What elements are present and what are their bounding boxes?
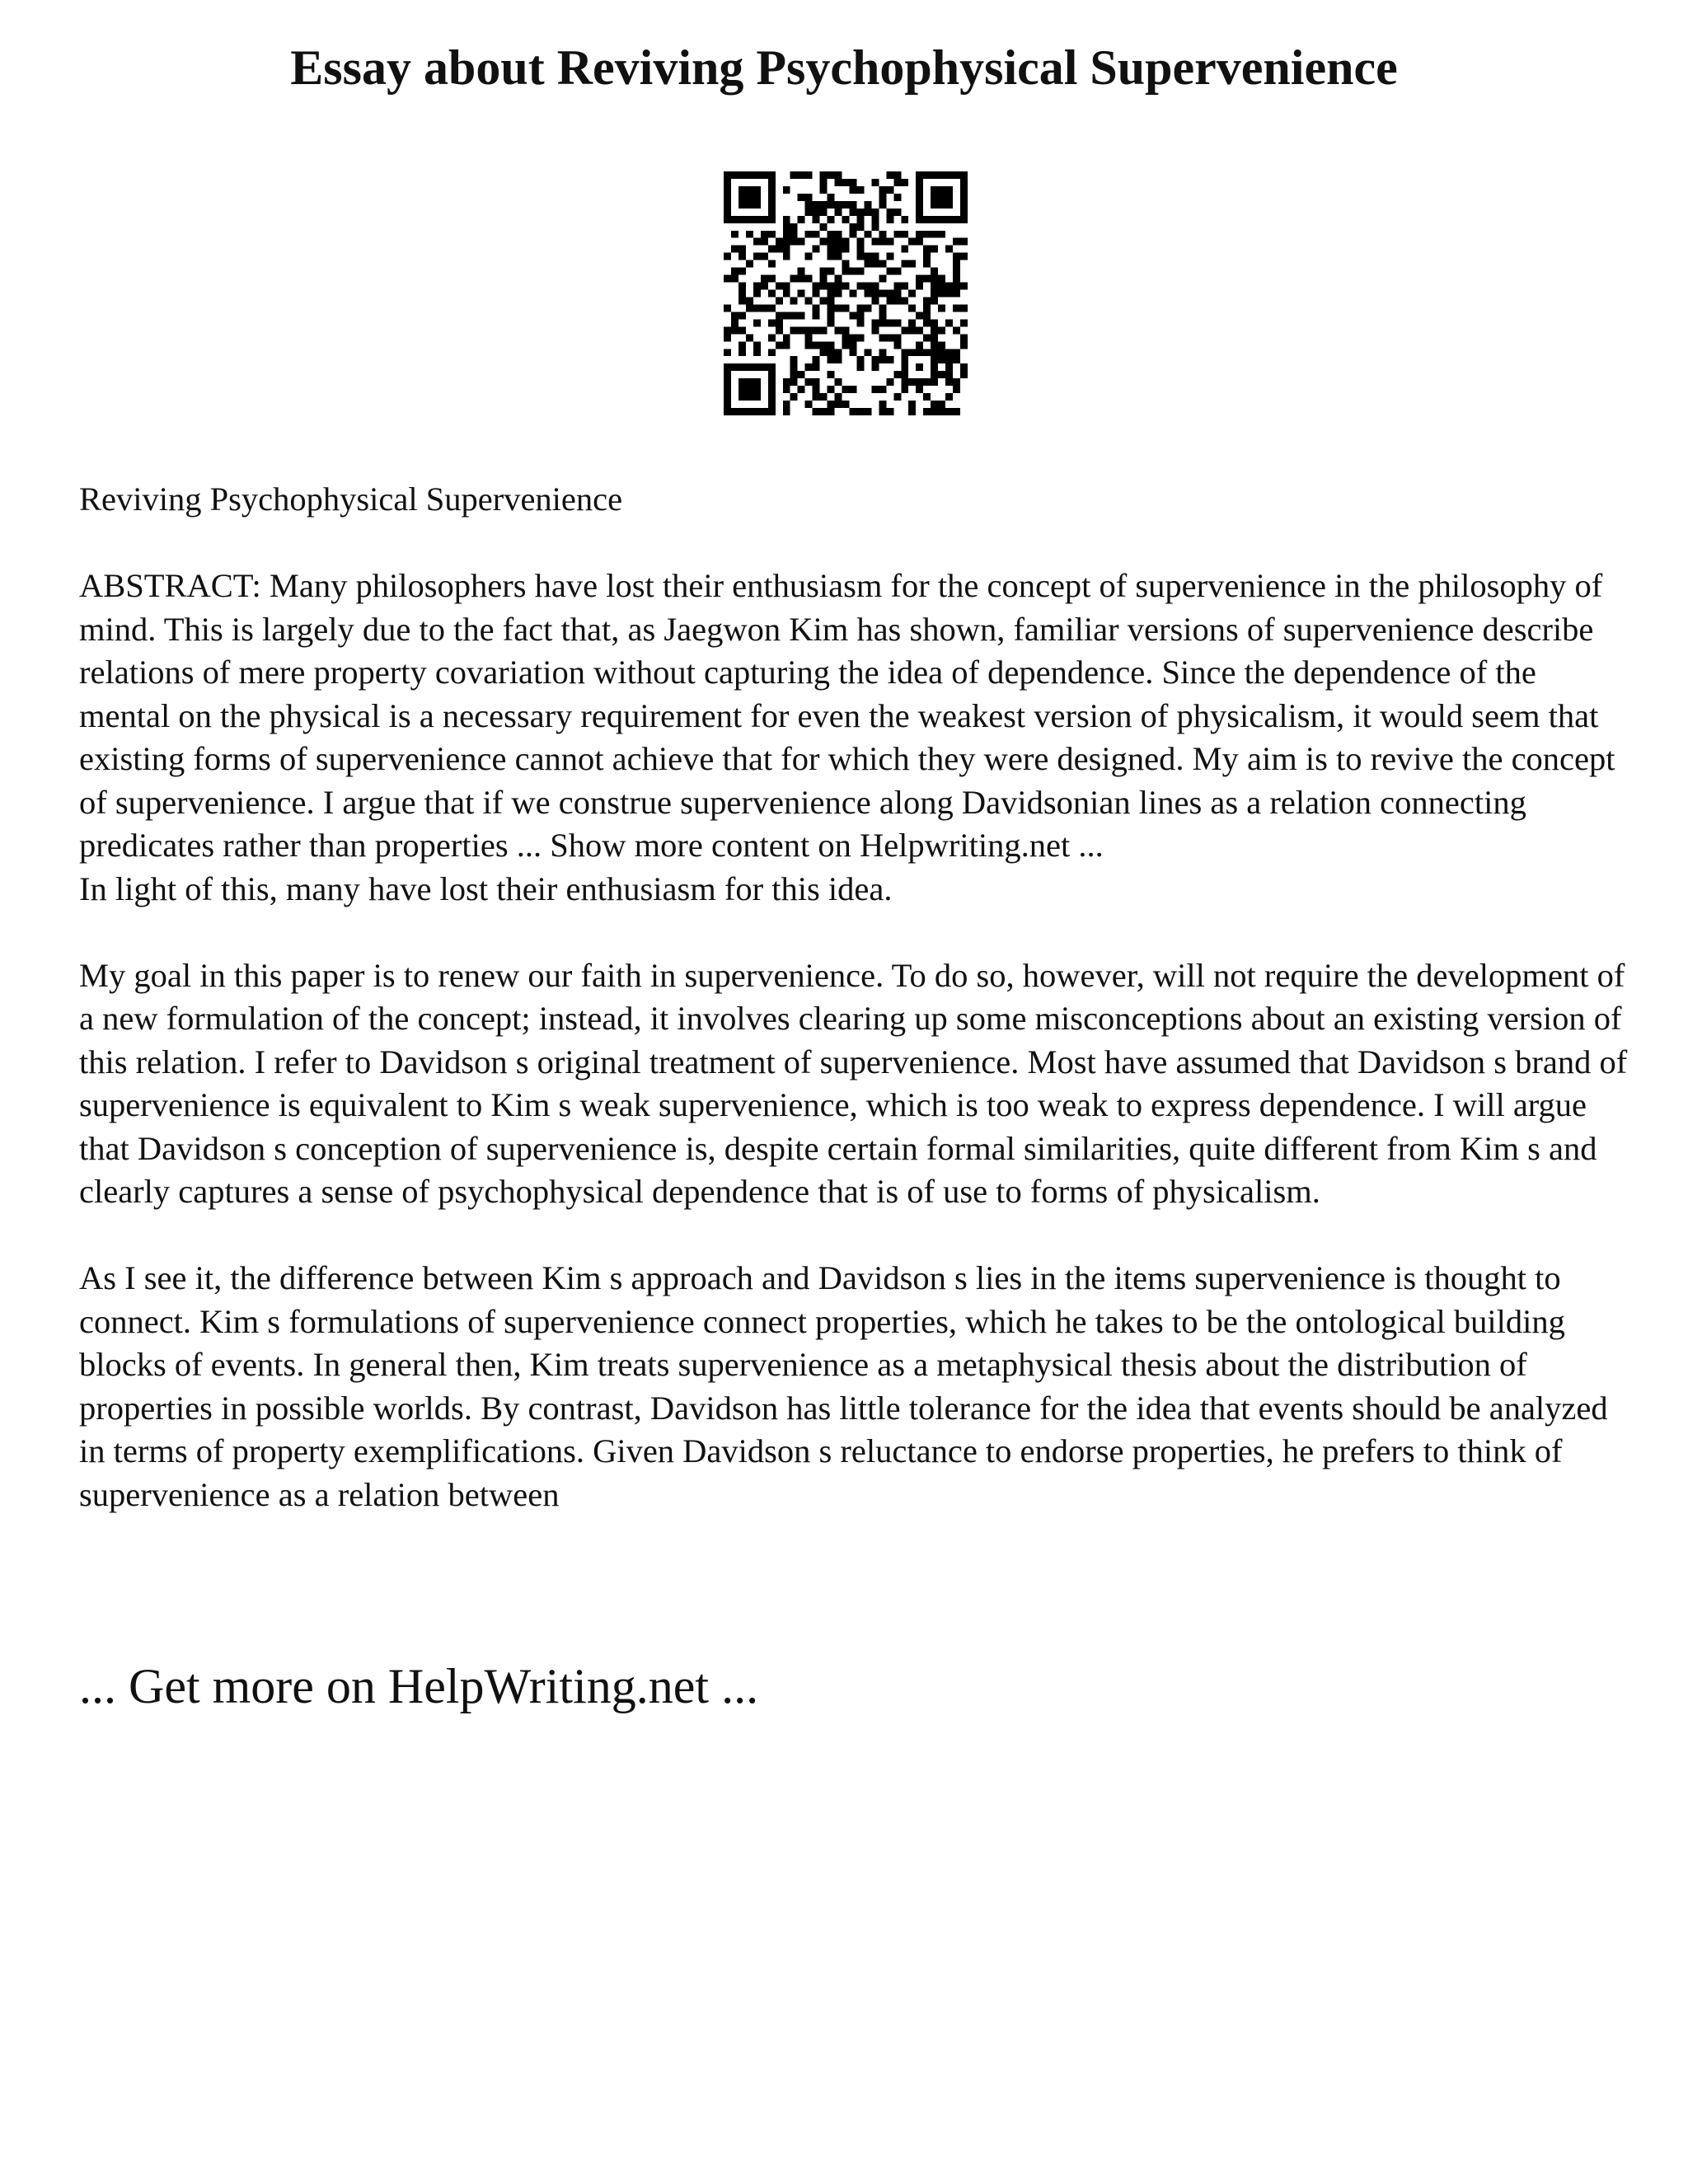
document-title: Essay about Reviving Psychophysical Supervenience: [290, 40, 1398, 95]
essay-body: [79, 478, 1629, 1560]
difference-paragraph: As I see it, the difference between Kim s approach and Davidson s lies in the items supervenience is thought to connect. Kim s formulations of supervenience connect properties, which he takes to be the ontological building blocks of events. In general then, Kim treats supervenience as a metaphysical thesis about the distribution of properties in possible worlds. By contrast, Davidson has little tolerance for the idea that events should be analyzed in terms of property exemplifications. Given Davidson s reluctance to endorse properties, he prefers to think of supervenience as a relation between: [79, 1259, 1608, 1513]
abstract-paragraph: ABSTRACT: Many philosophers have lost their enthusiasm for the concept of supervenience in the philosophy of mind. This is largely due to the fact that, as Jaegwon Kim has shown, familiar versions of supervenience describe relations of mere property covariation without capturing the idea of dependence. Since the dependence of the mental on the physical is a necessary requirement for even the weakest version of physicalism, it would seem that existing forms of supervenience cannot achieve that for which they were designed. My aim is to revive the concept of supervenience. I argue that if we construe supervenience along Davidsonian lines as a relation connecting predicates rather than properties ... Show more content on Helpwriting.net ...: [79, 567, 1615, 864]
goal-paragraph: My goal in this paper is to renew our faith in supervenience. To do so, however, will not require the development of a new formulation of the concept; instead, it involves clearing up some misconceptions about an existing version of this relation. I refer to Davidson s original treatment of supervenience. Most have assumed that Davidson s brand of supervenience is equivalent to Kim s weak supervenience, which is too weak to express dependence. I will argue that Davidson s conception of supervenience is, despite certain formal similarities, quite different from Kim s and clearly captures a sense of psychophysical dependence that is of use to forms of physicalism.: [79, 956, 1628, 1210]
essay-heading: Reviving Psychophysical Supervenience: [79, 480, 623, 518]
light-line: In light of this, many have lost their enthusiasm for this idea.: [79, 869, 893, 907]
qr-code-icon[interactable]: [724, 171, 968, 415]
get-more-link[interactable]: ... Get more on HelpWriting.net ...: [79, 1659, 759, 1713]
